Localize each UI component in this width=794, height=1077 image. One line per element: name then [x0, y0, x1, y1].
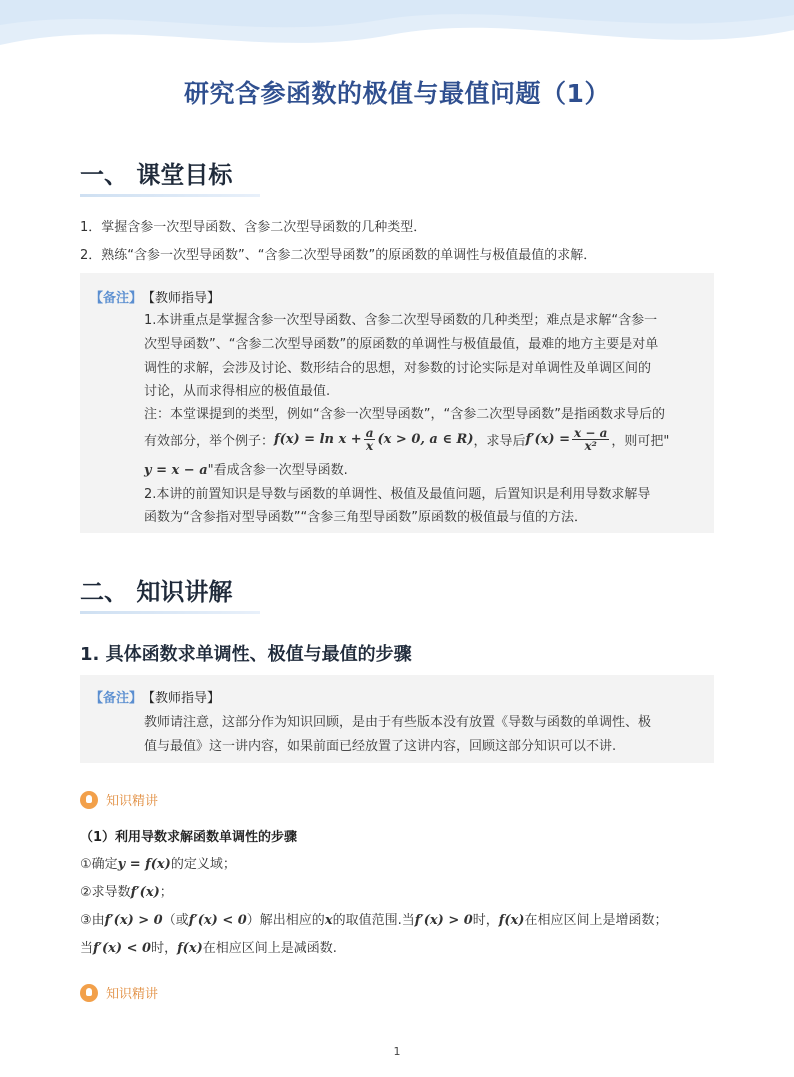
step-text: ①确定 — [80, 857, 118, 872]
lightbulb-icon — [80, 984, 98, 1002]
knowledge-label — [80, 983, 158, 1002]
step-text: 的定义域； — [170, 857, 236, 872]
note-line: 讨论，从而求得相应的极值最值. — [144, 384, 331, 399]
step-item-4 — [80, 937, 337, 956]
step-item-3 — [80, 909, 667, 928]
section-heading-goals: 一、 课堂目标 — [80, 161, 233, 189]
math-expression: f′(x) < 0 — [188, 913, 247, 928]
note-line: 次型导函数”、“含参二次型导函数”的原函数的单调性与极值最值，最难的地方主要是对单 — [144, 337, 659, 352]
note-tag: 【备注】 — [90, 691, 143, 706]
math-expression: f(x) — [177, 941, 203, 956]
note-line: 调性的求解，会涉及讨论、数形结合的思想，对参数的讨论实际是对单调性及单调区间的 — [144, 361, 652, 376]
steps-title: （1）利用导数求解函数单调性的步骤 — [80, 830, 298, 845]
step-text: ； — [159, 885, 173, 900]
step-text: ）解出相应的 — [246, 913, 325, 928]
step-text: ③由 — [80, 913, 105, 928]
knowledge-label-text: 知识精讲 — [106, 794, 159, 809]
note-text: "看成含参一次型导函数. — [207, 463, 348, 478]
step-item-1 — [80, 853, 236, 872]
step-text: 时， — [472, 913, 499, 928]
section-underline — [80, 194, 260, 197]
math-expression: x — [324, 913, 333, 928]
math-expression: f′(x) < 0 — [93, 941, 152, 956]
note-line: 值与最值》这一讲内容，如果前面已经放置了这讲内容，回顾这部分知识可以不讲. — [144, 739, 617, 754]
step-text: 时， — [151, 941, 178, 956]
math-expression: (x > 0, a ∈ R) — [377, 431, 474, 447]
teacher-note-box-2 — [80, 675, 714, 763]
note-text: 有效部分，举个例子： — [144, 433, 275, 449]
step-text: 在相应区间上是增函数； — [524, 913, 668, 928]
goal-item-1: 1．掌握含参一次型导函数、含参二次型导函数的几种类型． — [80, 220, 427, 235]
header-wave-decoration — [0, 0, 794, 70]
math-fraction — [572, 427, 609, 452]
note-tag: 【备注】 — [90, 291, 143, 306]
section-underline — [80, 611, 260, 614]
math-expression: y = x − a — [144, 463, 208, 478]
note-line: 2.本讲的前置知识是导数与函数的单调性、极值及最值问题，后置知识是利用导数求解导 — [144, 487, 651, 502]
note-text: ，求导后 — [473, 433, 526, 449]
note-title: 【教师指导】 — [142, 691, 221, 706]
teacher-note-box-1 — [80, 273, 714, 533]
math-fraction — [364, 427, 376, 452]
page-title: 研究含参函数的极值与最值问题（1） — [184, 79, 610, 108]
lightbulb-icon — [80, 791, 98, 809]
note-line: 1.本讲重点是掌握含参一次型导函数、含参二次型导函数的几种类型；难点是求解“含参一 — [144, 313, 658, 328]
note-line: 函数为“含参指对型导函数”“含参三角型导函数”原函数的极值最与值的方法． — [144, 510, 587, 525]
section-heading-knowledge: 二、 知识讲解 — [80, 578, 233, 606]
note-line: 注：本堂课提到的类型，例如“含参一次型导函数”，“含参二次型导函数”是指函数求导后的 — [144, 407, 665, 422]
fraction-numerator: x − a — [574, 425, 608, 440]
step-item-2 — [80, 881, 173, 900]
note-line — [144, 459, 348, 478]
subsection-heading: 1. 具体函数求单调性、极值与最值的步骤 — [80, 644, 412, 665]
knowledge-label-text: 知识精讲 — [106, 987, 159, 1002]
math-expression: f(x) = ln x + — [274, 431, 362, 447]
goal-item-2: 2．熟练“含参一次型导函数”、“含参二次型导函数”的原函数的单调性与极值最值的求解． — [80, 248, 597, 263]
step-text: 当 — [80, 941, 94, 956]
fraction-denominator: x — [366, 438, 374, 453]
note-title: 【教师指导】 — [142, 291, 221, 306]
math-expression: f′(x) > 0 — [414, 913, 473, 928]
math-expression: f′(x) = — [525, 431, 570, 447]
note-line-example — [144, 421, 669, 457]
step-text: （或 — [162, 913, 189, 928]
step-text: 在相应区间上是减函数. — [202, 941, 337, 956]
math-expression: f′(x) — [130, 885, 160, 900]
page-number: 1 — [393, 1045, 401, 1058]
step-text: 的取值范围.当 — [332, 913, 415, 928]
math-expression: y = f(x) — [117, 857, 171, 872]
note-line: 教师请注意，这部分作为知识回顾，是由于有些版本没有放置《导数与函数的单调性、极 — [144, 715, 652, 730]
fraction-denominator: x² — [584, 438, 597, 453]
knowledge-label — [80, 790, 158, 809]
fraction-numerator: a — [365, 425, 374, 440]
math-expression: f′(x) > 0 — [104, 913, 163, 928]
note-text: ，则可把" — [611, 433, 670, 449]
step-text: ②求导数 — [80, 885, 131, 900]
math-expression: f(x) — [498, 913, 525, 928]
